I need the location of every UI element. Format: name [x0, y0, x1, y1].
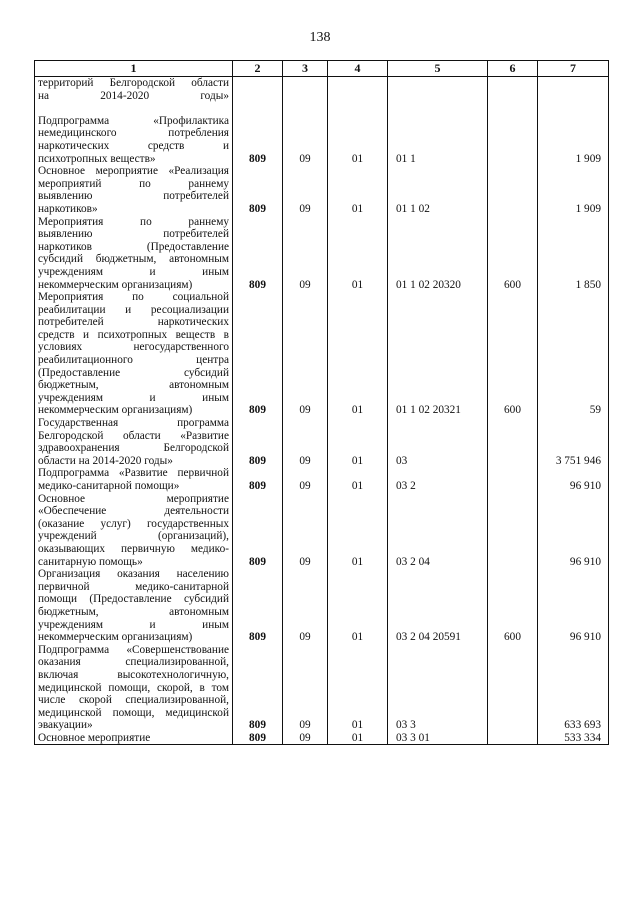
table-row — [35, 216, 609, 292]
ministry-code: 809 — [233, 568, 283, 644]
description-line: Подпрограмма «Профилактика — [38, 114, 229, 127]
ministry-code: 809 — [233, 165, 283, 215]
description-line: Подпрограмма «Развитие первичной — [38, 467, 229, 480]
row-description — [35, 417, 233, 467]
amount-value: 59 — [538, 291, 609, 417]
description-line — [38, 102, 229, 115]
section-code — [283, 77, 328, 115]
description-line: Мероприятия по социальной — [38, 291, 229, 304]
description-line: (оказание услуг) государственных — [38, 517, 229, 530]
description-line: «Обеспечение деятельности — [38, 505, 229, 518]
description-line: наркотиков (Предоставление — [38, 240, 229, 253]
ministry-code: 809 — [233, 291, 283, 417]
column-header: 7 — [538, 61, 609, 77]
row-description — [35, 77, 233, 115]
section-code: 09 — [283, 493, 328, 569]
description-line: медицинской помощи, скорой, в том — [38, 681, 229, 694]
description-line: Основное мероприятие «Реализация — [38, 165, 229, 178]
description-line: оказывающих первичную медико- — [38, 542, 229, 555]
table-header-row — [35, 61, 609, 77]
ministry-code: 809 — [233, 644, 283, 732]
description-line: на 2014-2020 годы» — [38, 89, 229, 102]
table-row — [35, 732, 609, 745]
expense-type-code: 600 — [488, 568, 538, 644]
description-line: реабилитационного центра — [38, 354, 229, 367]
section-code: 09 — [283, 568, 328, 644]
expense-type-code — [488, 417, 538, 467]
description-line: (Предоставление субсидий — [38, 366, 229, 379]
section-code: 09 — [283, 467, 328, 492]
description-line: выявлению потребителей — [38, 228, 229, 241]
description-line: учреждениям и иным — [38, 391, 229, 404]
ministry-code: 809 — [233, 467, 283, 492]
table-row — [35, 467, 609, 492]
description-line: включая высокотехнологичную, — [38, 668, 229, 681]
description-line: Основное мероприятие — [38, 492, 229, 505]
target-article-code: 01 1 02 20321 — [388, 291, 488, 417]
ministry-code: 809 — [233, 216, 283, 292]
subsection-code: 01 — [328, 644, 388, 732]
table-row — [35, 77, 609, 115]
amount-value: 3 751 946 — [538, 417, 609, 467]
expense-type-code — [488, 467, 538, 492]
target-article-code: 03 2 04 — [388, 493, 488, 569]
table-row — [35, 568, 609, 644]
table-row — [35, 417, 609, 467]
description-line: бюджетным, автономным — [38, 605, 229, 618]
expense-type-code: 600 — [488, 291, 538, 417]
page-number: 138 — [309, 30, 331, 45]
description-line: мероприятий по раннему — [38, 177, 229, 190]
section-code: 09 — [283, 291, 328, 417]
target-article-code: 03 3 — [388, 644, 488, 732]
ministry-code: 809 — [233, 417, 283, 467]
column-header: 3 — [283, 61, 328, 77]
section-code: 09 — [283, 165, 328, 215]
description-line: немедицинского потребления — [38, 127, 229, 140]
amount-value: 1 909 — [538, 115, 609, 165]
ministry-code — [233, 77, 283, 115]
section-code: 09 — [283, 732, 328, 745]
description-line: выявлению потребителей — [38, 190, 229, 203]
description-line: медико-санитарной помощи» — [38, 480, 180, 492]
expense-type-code — [488, 115, 538, 165]
description-line: области на 2014-2020 годы» — [38, 454, 173, 467]
table-row — [35, 291, 609, 417]
target-article-code: 03 — [388, 417, 488, 467]
description-line: Белгородской области «Развитие — [38, 429, 229, 442]
row-description — [35, 216, 233, 292]
target-article-code: 01 1 02 — [388, 165, 488, 215]
subsection-code — [328, 77, 388, 115]
description-line: наркотиков» — [38, 202, 98, 215]
description-line: Организация оказания населению — [38, 568, 229, 581]
section-code: 09 — [283, 644, 328, 732]
expense-type-code: 600 — [488, 216, 538, 292]
row-description — [35, 291, 233, 417]
expense-type-code — [488, 165, 538, 215]
description-line: Государственная программа — [38, 417, 229, 430]
amount-value: 96 910 — [538, 467, 609, 492]
section-code: 09 — [283, 417, 328, 467]
description-line: Подпрограмма «Совершенствование — [38, 643, 229, 656]
expense-type-code — [488, 493, 538, 569]
section-code: 09 — [283, 216, 328, 292]
row-description — [35, 115, 233, 165]
ministry-code: 809 — [233, 732, 283, 745]
table-row — [35, 493, 609, 569]
target-article-code: 03 2 04 20591 — [388, 568, 488, 644]
subsection-code: 01 — [328, 493, 388, 569]
description-line: территорий Белгородской области — [38, 77, 229, 89]
subsection-code: 01 — [328, 165, 388, 215]
description-line: некоммерческим организациям) — [38, 404, 193, 417]
table-row — [35, 115, 609, 165]
subsection-code: 01 — [328, 467, 388, 492]
expense-type-code — [488, 77, 538, 115]
column-header: 4 — [328, 61, 388, 77]
subsection-code: 01 — [328, 732, 388, 745]
row-description — [35, 732, 233, 745]
subsection-code: 01 — [328, 216, 388, 292]
description-line: учреждениям и иным — [38, 265, 229, 278]
description-line: медицинской помощи, медицинской — [38, 706, 229, 719]
table-row — [35, 165, 609, 215]
description-line: некоммерческим организациям) — [38, 631, 193, 644]
description-line: здравоохранения Белгородской — [38, 442, 229, 455]
target-article-code: 03 3 01 — [388, 732, 488, 745]
description-line: Основное мероприятие — [38, 731, 151, 744]
row-description — [35, 568, 233, 644]
amount-value: 633 693 — [538, 644, 609, 732]
row-description — [35, 467, 233, 492]
amount-value: 533 334 — [538, 732, 609, 745]
section-code: 09 — [283, 115, 328, 165]
target-article-code — [388, 77, 488, 115]
column-header: 5 — [388, 61, 488, 77]
amount-value: 96 910 — [538, 493, 609, 569]
description-line: потребителей наркотических — [38, 316, 229, 329]
expense-type-code — [488, 732, 538, 745]
column-header: 2 — [233, 61, 283, 77]
description-line: числе скорой специализированной, — [38, 694, 229, 707]
target-article-code: 03 2 — [388, 467, 488, 492]
description-line: Мероприятия по раннему — [38, 215, 229, 228]
subsection-code: 01 — [328, 115, 388, 165]
description-line: реабилитации и ресоциализации — [38, 303, 229, 316]
description-line: некоммерческим организациям) — [38, 278, 193, 291]
description-line: бюджетным, автономным — [38, 379, 229, 392]
description-line: наркотических средств и — [38, 139, 229, 152]
description-line: помощи (Предоставление субсидий — [38, 593, 229, 606]
subsection-code: 01 — [328, 291, 388, 417]
ministry-code: 809 — [233, 115, 283, 165]
description-line: санитарную помощь» — [38, 555, 143, 568]
description-line: первичной медико-санитарной — [38, 580, 229, 593]
subsection-code: 01 — [328, 568, 388, 644]
description-line: учреждениям и иным — [38, 618, 229, 631]
column-header: 6 — [488, 61, 538, 77]
target-article-code: 01 1 — [388, 115, 488, 165]
description-line: оказания специализированной, — [38, 656, 229, 669]
row-description — [35, 644, 233, 732]
amount-value: 96 910 — [538, 568, 609, 644]
description-line: психотропных веществ» — [38, 152, 156, 165]
target-article-code: 01 1 02 20320 — [388, 216, 488, 292]
table-row — [35, 644, 609, 732]
ministry-code: 809 — [233, 493, 283, 569]
amount-value: 1 909 — [538, 165, 609, 215]
row-description — [35, 493, 233, 569]
row-description — [35, 165, 233, 215]
amount-value — [538, 77, 609, 115]
description-line: субсидий бюджетным, автономным — [38, 253, 229, 266]
subsection-code: 01 — [328, 417, 388, 467]
expense-type-code — [488, 644, 538, 732]
column-header: 1 — [35, 61, 233, 77]
description-line: условиях негосударственного — [38, 341, 229, 354]
description-line: учреждений (организаций), — [38, 530, 229, 543]
budget-table — [34, 60, 609, 745]
description-line: средств и психотропных веществ в — [38, 328, 229, 341]
amount-value: 1 850 — [538, 216, 609, 292]
description-line: эвакуации» — [38, 719, 93, 732]
